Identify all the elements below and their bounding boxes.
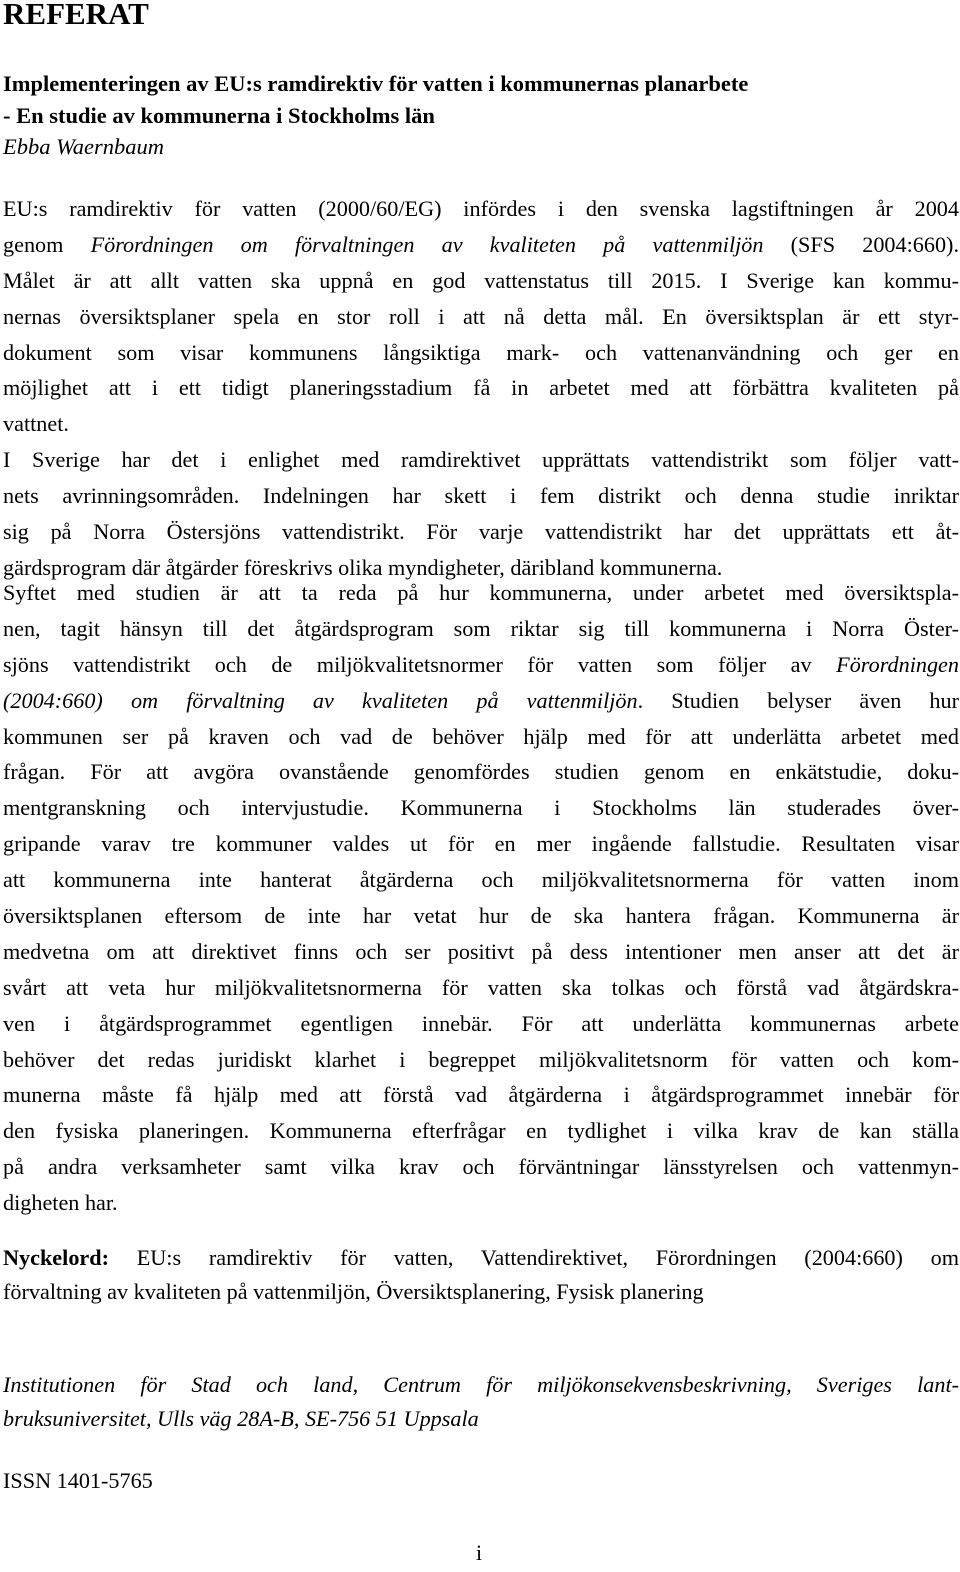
text-line: sig på Norra Östersjöns vattendistrikt. För varje vattendistrikt har det upprättats ett åt- [3, 519, 959, 545]
text-line: munerna måste få hjälp med att förstå vad åtgärderna i åtgärdsprogrammet innebär för [3, 1082, 959, 1108]
title-line-2: - En studie av kommunerna i Stockholms län [3, 102, 435, 128]
institution-address [3, 1368, 959, 1436]
author-name: Ebba Waernbaum [3, 134, 165, 159]
regulation-title: Förordningen om förvaltningen av kvaliteten på vattenmiljön [90, 231, 764, 257]
title-line-1: Implementeringen av EU:s ramdirektiv för vatten i kommunernas planarbete [3, 71, 749, 96]
text-line: översiktsplanen eftersom de inte har vetat hur de ska hantera frågan. Kommunerna är [3, 903, 959, 929]
keywords [3, 1241, 959, 1309]
text-line: medvetna om att direktivet finns och ser positivt på dess intentioner men anser att det är [3, 938, 959, 964]
title-block [3, 68, 953, 163]
regulation-title: Förordningen [836, 651, 959, 677]
text-line: dokument som visar kommunens långsiktiga mark- och vattenanvändning och ger en [3, 339, 959, 365]
text-line: Målet är att allt vatten ska uppnå en god vattenstatus till 2015. I Sverige kan kommu- [3, 267, 959, 293]
text-line: (2004:660) om förvaltning av kvaliteten på vattenmiljön. Studien belyser även hur [3, 687, 959, 713]
page-number: i [476, 1540, 483, 1565]
text-line: vattnet. [3, 411, 69, 437]
keywords-label: Nyckelord: [3, 1245, 109, 1270]
text-line: genom Förordningen om förvaltningen av kvaliteten på vattenmiljön (SFS 2004:660). [3, 231, 959, 257]
text-line: möjlighet att i ett tidigt planeringsstadium få in arbetet med att förbättra kvaliteten på [3, 375, 959, 401]
abstract-paragraph-2 [3, 575, 959, 1221]
text-line: Institutionen för Stad och land, Centrum för miljökonsekvensbeskrivning, Sveriges lant- [3, 1372, 959, 1397]
text-line: I Sverige har det i enlighet med ramdirektivet upprättats vattendistrikt som följer vatt- [3, 447, 959, 473]
text-line: nernas översiktsplaner spela en stor roll i att nå detta mål. En översiktsplan är ett styr- [3, 303, 959, 329]
text-line: på andra verksamheter samt vilka krav och förväntningar länsstyrelsen och vattenmyn- [3, 1154, 959, 1180]
text-line: mentgranskning och intervjustudie. Kommunerna i Stockholms län studerades över- [3, 795, 959, 821]
text-line: sjöns vattendistrikt och de miljökvalitetsnormer för vatten som följer av Förordningen [3, 651, 959, 677]
regulation-title: (2004:660) om förvaltning av kvaliteten på vattenmiljön [3, 687, 638, 713]
text-line: förvaltning av kvaliteten på vattenmiljön, Översiktsplanering, Fysisk planering [3, 1279, 704, 1304]
text-line: gärdsprogram där åtgärder föreskrivs olika myndigheter, däribland kommunerna. [3, 554, 723, 580]
text-line: bruksuniversitet, Ulls väg 28A-B, SE-756 51 Uppsala [3, 1406, 479, 1431]
text-line: behöver det redas juridiskt klarhet i begreppet miljökvalitetsnorm för vatten och kom- [3, 1046, 959, 1072]
page-heading: REFERAT [3, 0, 149, 31]
issn [3, 1463, 959, 1499]
text-line: EU:s ramdirektiv för vatten (2000/60/EG) infördes i den svenska lagstiftningen år 2004 [3, 196, 959, 221]
text-line: nen, tagit hänsyn till det åtgärdsprogram som riktar sig till kommunerna i Norra Öster- [3, 615, 959, 641]
text-line: kommunen ser på kraven och vad de behöver hjälp med för att underlätta arbetet med [3, 723, 959, 749]
text-line: svårt att veta hur miljökvalitetsnormerna för vatten ska tolkas och förstå vad åtgärdskra- [3, 974, 959, 1000]
text-line: digheten har. [3, 1190, 118, 1216]
text-line: den fysiska planeringen. Kommunerna efterfrågar en tydlighet i vilka krav de kan ställa [3, 1118, 959, 1144]
text-line: gripande varav tre kommuner valdes ut för en mer ingående fallstudie. Resultaten visar [3, 831, 959, 857]
text-line: frågan. För att avgöra ovanstående genomfördes studien genom en enkätstudie, doku- [3, 759, 959, 785]
text-line: att kommunerna inte hanterat åtgärderna och miljökvalitetsnormerna för vatten inom [3, 867, 959, 893]
text-line: Nyckelord: EU:s ramdirektiv för vatten, Vattendirektivet, Förordningen (2004:660) om [3, 1245, 959, 1270]
text-line: ven i åtgärdsprogrammet egentligen innebär. För att underlätta kommunernas arbete [3, 1010, 959, 1036]
issn-text: ISSN 1401-5765 [3, 1468, 153, 1493]
text-line: nets avrinningsområden. Indelningen har skett i fem distrikt och denna studie inriktar [3, 483, 959, 509]
text-line: Syftet med studien är att ta reda på hur kommunerna, under arbetet med översiktspla- [3, 580, 959, 605]
abstract-paragraph-1 [3, 191, 959, 586]
